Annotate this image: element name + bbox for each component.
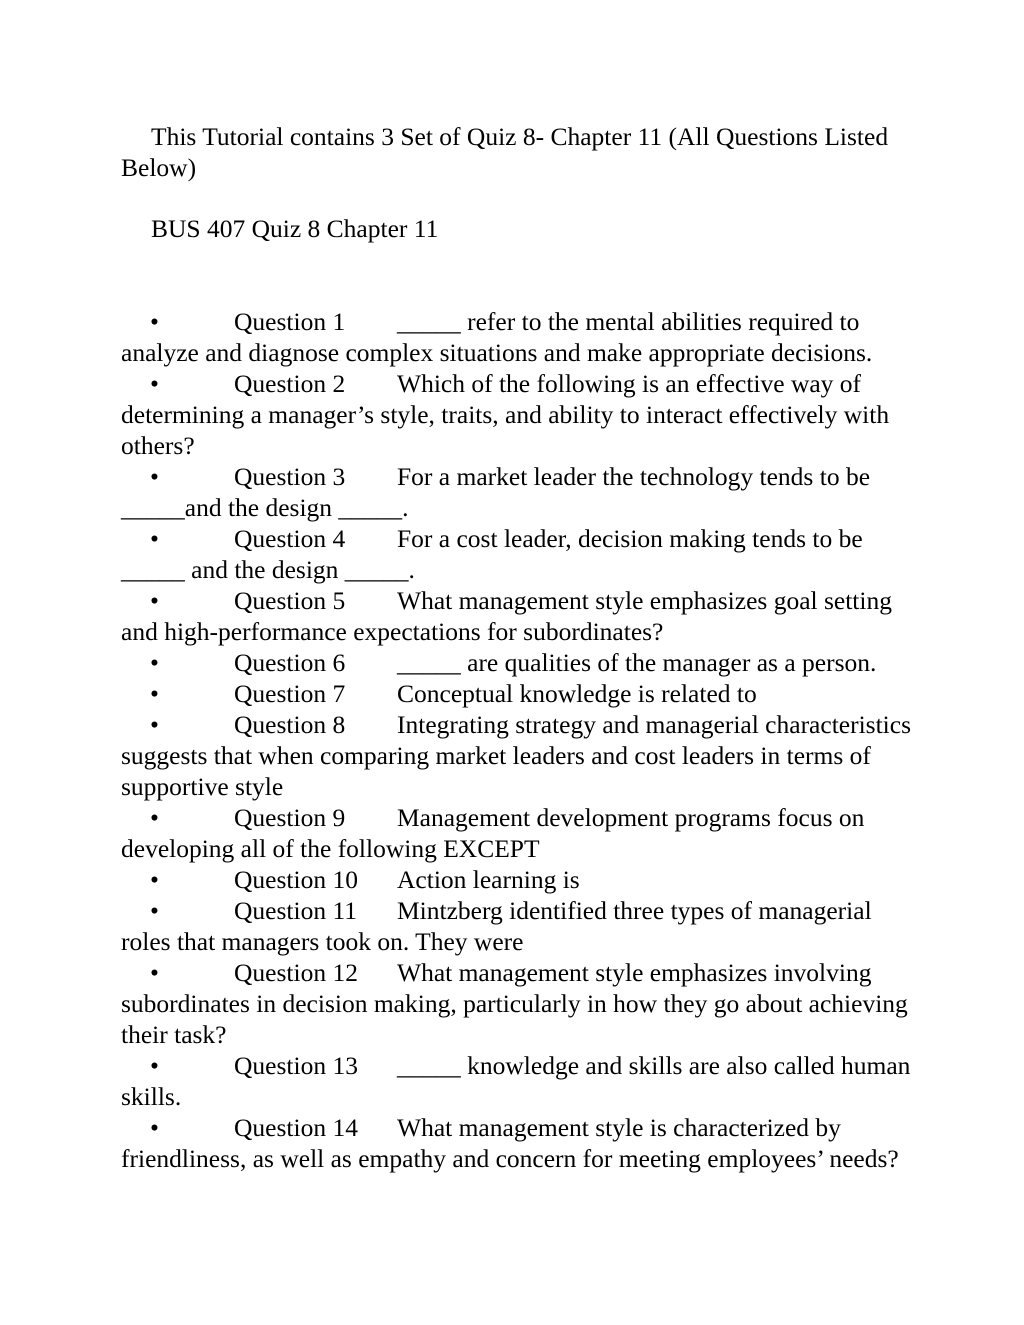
question-text: What management style is characterized by friendliness, as well as empathy and concern for meeting employees’ needs? (121, 1113, 899, 1173)
question-number: Question 14 (234, 1113, 358, 1142)
question-text: What management style emphasizes involving subordinates in decision making, particularly in how they go about achieving their task? (121, 958, 908, 1049)
question-item (121, 895, 921, 957)
question-text: Which of the following is an effective way of determining a manager’s style, traits, and ability to interact effectively with others? (121, 369, 890, 460)
bullet: • (150, 648, 159, 677)
question-item (121, 306, 921, 368)
bullet: • (150, 586, 159, 615)
question-item (121, 709, 921, 802)
question-number: Question 12 (234, 958, 358, 987)
question-number: Question 6 (234, 648, 346, 677)
question-number: Question 4 (234, 524, 346, 553)
question-item (121, 1050, 921, 1112)
question-item (121, 585, 921, 647)
question-item (121, 957, 921, 1050)
question-number: Question 10 (234, 865, 358, 894)
bullet: • (150, 462, 159, 491)
question-item (121, 802, 921, 864)
bullet: • (150, 1051, 159, 1080)
question-text: For a cost leader, decision making tends to be _____ and the design _____. (121, 524, 863, 584)
bullet: • (150, 710, 159, 739)
bullet: • (150, 369, 159, 398)
question-text: Integrating strategy and managerial characteristics suggests that when comparing market leaders and cost leaders in terms of supportive style (121, 710, 912, 801)
question-text: Conceptual knowledge is related to (397, 679, 757, 708)
question-item (121, 523, 921, 585)
bullet: • (150, 896, 159, 925)
bullet: • (150, 307, 159, 336)
question-text: _____ refer to the mental abilities required to analyze and diagnose complex situations and make appropriate decisions. (121, 307, 873, 367)
question-text: What management style emphasizes goal setting and high-performance expectations for subordinates? (121, 586, 892, 646)
bullet: • (150, 803, 159, 832)
question-number: Question 9 (234, 803, 346, 832)
question-item (121, 864, 921, 895)
question-item (121, 647, 921, 678)
bullet: • (150, 679, 159, 708)
question-item (121, 1112, 921, 1174)
question-number: Question 7 (234, 679, 346, 708)
question-text: _____ knowledge and skills are also called human skills. (121, 1051, 911, 1111)
bullet: • (150, 1113, 159, 1142)
question-item (121, 461, 921, 523)
question-item (121, 678, 921, 709)
question-text: Action learning is (397, 865, 580, 894)
question-number: Question 8 (234, 710, 346, 739)
question-number: Question 3 (234, 462, 346, 491)
question-number: Question 13 (234, 1051, 358, 1080)
question-text: _____ are qualities of the manager as a person. (397, 648, 877, 677)
question-text: Mintzberg identified three types of managerial roles that managers took on. They were (121, 896, 872, 956)
question-number: Question 5 (234, 586, 346, 615)
bullet: • (150, 865, 159, 894)
question-number: Question 1 (234, 307, 346, 336)
course-heading: BUS 407 Quiz 8 Chapter 11 (151, 214, 439, 243)
question-list (121, 306, 921, 1174)
bullet: • (150, 524, 159, 553)
question-text: Management development programs focus on developing all of the following EXCEPT (121, 803, 865, 863)
tutorial-intro: This Tutorial contains 3 Set of Quiz 8- Chapter 11 (All Questions Listed Below) (121, 122, 889, 182)
question-number: Question 11 (234, 896, 358, 925)
question-text: For a market leader the technology tends to be _____and the design _____. (121, 462, 871, 522)
question-number: Question 2 (234, 369, 346, 398)
bullet: • (150, 958, 159, 987)
question-item (121, 368, 921, 461)
